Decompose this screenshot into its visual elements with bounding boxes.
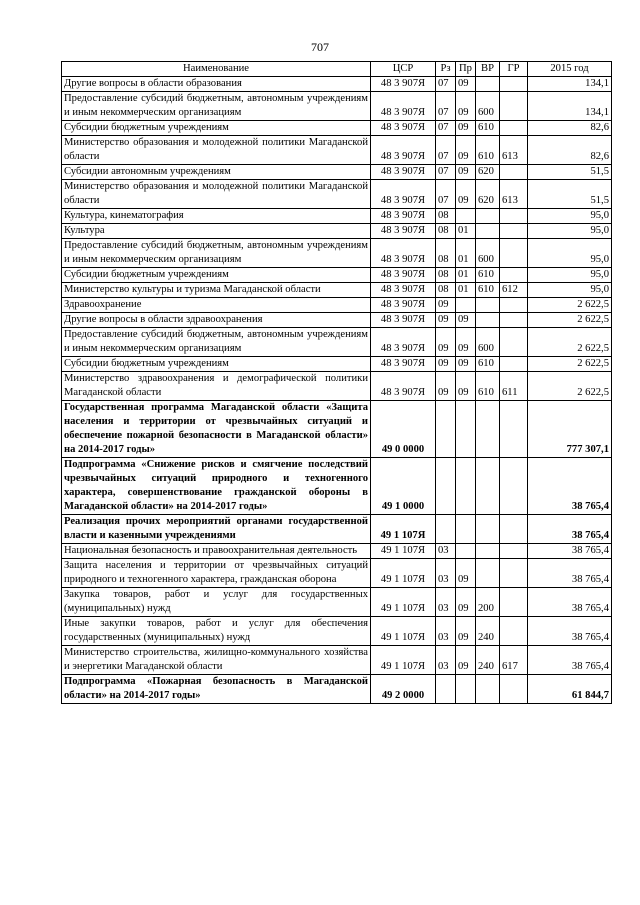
cell-name: Предоставление субсидий бюджетным, автономным учреждениям и иным некоммерческим организациям	[62, 239, 371, 268]
table-row	[62, 544, 612, 559]
cell-rz: 07	[436, 136, 456, 165]
cell-csr: 49 1 107Я	[371, 588, 436, 617]
cell-name: Субсидии бюджетным учреждениям	[62, 268, 371, 283]
cell-name: Закупка товаров, работ и услуг для государственных (муниципальных) нужд	[62, 588, 371, 617]
cell-name: Реализация прочих мероприятий органами государственной власти и казенными учреждениями	[62, 515, 371, 544]
cell-amount: 38 765,4	[528, 588, 612, 617]
cell-rz: 08	[436, 268, 456, 283]
cell-vr: 610	[476, 268, 500, 283]
table-row	[62, 165, 612, 180]
table-row	[62, 646, 612, 675]
cell-vr: 610	[476, 136, 500, 165]
budget-table	[61, 61, 612, 704]
cell-name: Другие вопросы в области здравоохранения	[62, 313, 371, 328]
table-row	[62, 180, 612, 209]
cell-csr: 49 1 107Я	[371, 617, 436, 646]
cell-amount: 95,0	[528, 283, 612, 298]
cell-rz: 03	[436, 646, 456, 675]
cell-rz: 03	[436, 544, 456, 559]
cell-name: Министерство образования и молодежной политики Магаданской области	[62, 180, 371, 209]
cell-rz	[436, 401, 456, 458]
cell-rz: 08	[436, 224, 456, 239]
cell-amount: 95,0	[528, 268, 612, 283]
cell-vr: 620	[476, 180, 500, 209]
table-row	[62, 77, 612, 92]
cell-gr	[500, 617, 528, 646]
cell-csr: 48 3 907Я	[371, 239, 436, 268]
cell-pr	[456, 544, 476, 559]
cell-pr: 09	[456, 121, 476, 136]
cell-name: Культура	[62, 224, 371, 239]
cell-name: Подпрограмма «Пожарная безопасность в Магаданской области» на 2014-2017 годы»	[62, 675, 371, 704]
cell-vr	[476, 401, 500, 458]
cell-amount: 82,6	[528, 121, 612, 136]
cell-rz: 03	[436, 559, 456, 588]
cell-vr: 240	[476, 646, 500, 675]
header-vr: ВР	[476, 62, 500, 77]
cell-pr: 01	[456, 224, 476, 239]
cell-gr	[500, 559, 528, 588]
cell-name: Другие вопросы в области образования	[62, 77, 371, 92]
cell-amount: 2 622,5	[528, 298, 612, 313]
cell-name: Культура, кинематография	[62, 209, 371, 224]
cell-rz: 08	[436, 283, 456, 298]
cell-name: Национальная безопасность и правоохранительная деятельность	[62, 544, 371, 559]
cell-vr	[476, 559, 500, 588]
cell-csr: 48 3 907Я	[371, 372, 436, 401]
cell-gr	[500, 588, 528, 617]
cell-gr	[500, 209, 528, 224]
cell-vr: 610	[476, 357, 500, 372]
cell-csr: 49 1 107Я	[371, 646, 436, 675]
cell-gr	[500, 357, 528, 372]
cell-pr	[456, 401, 476, 458]
header-name: Наименование	[62, 62, 371, 77]
cell-amount: 777 307,1	[528, 401, 612, 458]
table-header-row	[62, 62, 612, 77]
cell-pr: 09	[456, 180, 476, 209]
header-gr: ГР	[500, 62, 528, 77]
cell-amount: 51,5	[528, 180, 612, 209]
cell-csr: 48 3 907Я	[371, 268, 436, 283]
cell-rz: 07	[436, 92, 456, 121]
cell-name: Подпрограмма «Снижение рисков и смягчение последствий чрезвычайных ситуаций природного и техногенного характера, совершенствование гражданской обороны в Магаданской области» на 2014-2017 годы»	[62, 458, 371, 515]
table-row	[62, 372, 612, 401]
cell-gr	[500, 328, 528, 357]
cell-name: Предоставление субсидий бюджетным, автономным учреждениям и иным некоммерческим организациям	[62, 328, 371, 357]
cell-vr	[476, 224, 500, 239]
table-row	[62, 458, 612, 515]
cell-csr: 48 3 907Я	[371, 92, 436, 121]
header-pr: Пр	[456, 62, 476, 77]
cell-name: Субсидии бюджетным учреждениям	[62, 357, 371, 372]
cell-pr: 01	[456, 239, 476, 268]
cell-pr	[456, 515, 476, 544]
cell-vr: 610	[476, 121, 500, 136]
cell-csr: 48 3 907Я	[371, 298, 436, 313]
cell-rz: 08	[436, 209, 456, 224]
cell-amount: 2 622,5	[528, 372, 612, 401]
cell-vr	[476, 298, 500, 313]
cell-pr: 09	[456, 313, 476, 328]
cell-amount: 38 765,4	[528, 544, 612, 559]
cell-vr: 600	[476, 92, 500, 121]
cell-rz: 03	[436, 588, 456, 617]
cell-amount: 2 622,5	[528, 357, 612, 372]
cell-pr: 01	[456, 268, 476, 283]
cell-name: Министерство культуры и туризма Магаданской области	[62, 283, 371, 298]
cell-pr: 09	[456, 92, 476, 121]
table-row	[62, 209, 612, 224]
cell-rz: 07	[436, 180, 456, 209]
cell-vr	[476, 313, 500, 328]
page-number: 707	[311, 40, 329, 54]
table-row	[62, 121, 612, 136]
cell-vr: 620	[476, 165, 500, 180]
cell-amount: 2 622,5	[528, 313, 612, 328]
cell-amount: 134,1	[528, 77, 612, 92]
cell-csr: 49 1 107Я	[371, 515, 436, 544]
table-row	[62, 313, 612, 328]
cell-rz: 07	[436, 165, 456, 180]
table-row	[62, 401, 612, 458]
cell-vr	[476, 675, 500, 704]
cell-gr	[500, 298, 528, 313]
table-row	[62, 559, 612, 588]
cell-name: Министерство здравоохранения и демографической политики Магаданской области	[62, 372, 371, 401]
cell-vr: 600	[476, 328, 500, 357]
cell-pr: 09	[456, 617, 476, 646]
cell-csr: 49 1 107Я	[371, 559, 436, 588]
cell-pr: 09	[456, 357, 476, 372]
cell-pr	[456, 675, 476, 704]
cell-rz: 08	[436, 239, 456, 268]
cell-csr: 48 3 907Я	[371, 165, 436, 180]
cell-csr: 48 3 907Я	[371, 328, 436, 357]
cell-pr: 09	[456, 136, 476, 165]
cell-csr: 49 1 107Я	[371, 544, 436, 559]
table-row	[62, 357, 612, 372]
cell-rz	[436, 675, 456, 704]
cell-vr	[476, 544, 500, 559]
cell-gr	[500, 458, 528, 515]
cell-vr	[476, 209, 500, 224]
cell-rz: 09	[436, 357, 456, 372]
cell-amount: 95,0	[528, 239, 612, 268]
cell-rz: 07	[436, 77, 456, 92]
table-row	[62, 239, 612, 268]
cell-csr: 48 3 907Я	[371, 357, 436, 372]
cell-vr: 600	[476, 239, 500, 268]
header-csr: ЦСР	[371, 62, 436, 77]
cell-gr	[500, 92, 528, 121]
cell-name: Защита населения и территории от чрезвычайных ситуаций природного и техногенного характера, гражданская оборона	[62, 559, 371, 588]
cell-rz: 09	[436, 372, 456, 401]
cell-gr: 617	[500, 646, 528, 675]
cell-csr: 48 3 907Я	[371, 313, 436, 328]
cell-csr: 48 3 907Я	[371, 77, 436, 92]
cell-name: Министерство строительства, жилищно-коммунального хозяйства и энергетики Магаданской области	[62, 646, 371, 675]
cell-name: Здравоохранение	[62, 298, 371, 313]
table-row	[62, 268, 612, 283]
table-row	[62, 617, 612, 646]
cell-csr: 48 3 907Я	[371, 121, 436, 136]
table-row	[62, 328, 612, 357]
cell-gr	[500, 121, 528, 136]
cell-name: Предоставление субсидий бюджетным, автономным учреждениям и иным некоммерческим организациям	[62, 92, 371, 121]
cell-gr	[500, 401, 528, 458]
cell-pr: 09	[456, 165, 476, 180]
table-row	[62, 588, 612, 617]
cell-amount: 51,5	[528, 165, 612, 180]
table-row	[62, 515, 612, 544]
cell-pr: 09	[456, 559, 476, 588]
cell-rz: 03	[436, 617, 456, 646]
cell-amount: 38 765,4	[528, 646, 612, 675]
cell-pr: 09	[456, 77, 476, 92]
cell-vr: 610	[476, 372, 500, 401]
cell-pr: 09	[456, 328, 476, 357]
cell-pr: 09	[456, 588, 476, 617]
table-row	[62, 298, 612, 313]
cell-gr: 613	[500, 136, 528, 165]
cell-gr: 613	[500, 180, 528, 209]
cell-csr: 48 3 907Я	[371, 283, 436, 298]
cell-vr	[476, 77, 500, 92]
cell-rz	[436, 515, 456, 544]
cell-gr	[500, 515, 528, 544]
cell-name: Министерство образования и молодежной политики Магаданской области	[62, 136, 371, 165]
cell-pr	[456, 458, 476, 515]
cell-csr: 48 3 907Я	[371, 180, 436, 209]
cell-rz: 09	[436, 328, 456, 357]
cell-amount: 38 765,4	[528, 559, 612, 588]
cell-rz: 07	[436, 121, 456, 136]
table-row	[62, 283, 612, 298]
cell-name: Иные закупки товаров, работ и услуг для обеспечения государственных (муниципальных) нужд	[62, 617, 371, 646]
cell-vr: 240	[476, 617, 500, 646]
table-body	[62, 77, 612, 704]
cell-pr: 01	[456, 283, 476, 298]
cell-csr: 49 1 0000	[371, 458, 436, 515]
cell-vr	[476, 515, 500, 544]
cell-rz	[436, 458, 456, 515]
cell-gr	[500, 675, 528, 704]
cell-csr: 49 0 0000	[371, 401, 436, 458]
cell-pr	[456, 209, 476, 224]
cell-gr	[500, 224, 528, 239]
cell-vr	[476, 458, 500, 515]
cell-rz: 09	[436, 298, 456, 313]
cell-pr: 09	[456, 646, 476, 675]
cell-gr	[500, 77, 528, 92]
cell-amount: 61 844,7	[528, 675, 612, 704]
cell-name: Субсидии бюджетным учреждениям	[62, 121, 371, 136]
header-year: 2015 год	[528, 62, 612, 77]
cell-pr: 09	[456, 372, 476, 401]
cell-gr: 611	[500, 372, 528, 401]
cell-name: Государственная программа Магаданской области «Защита населения и территории от чрезвычайных ситуаций и обеспечение пожарной безопасности в Магаданской области» на 2014-2017 годы»	[62, 401, 371, 458]
cell-amount: 95,0	[528, 209, 612, 224]
cell-gr	[500, 268, 528, 283]
cell-csr: 48 3 907Я	[371, 224, 436, 239]
cell-gr	[500, 313, 528, 328]
cell-gr: 612	[500, 283, 528, 298]
table-row	[62, 675, 612, 704]
header-rz: Рз	[436, 62, 456, 77]
cell-csr: 48 3 907Я	[371, 209, 436, 224]
cell-gr	[500, 239, 528, 268]
cell-csr: 48 3 907Я	[371, 136, 436, 165]
cell-gr	[500, 165, 528, 180]
cell-amount: 95,0	[528, 224, 612, 239]
table-row	[62, 224, 612, 239]
cell-vr: 200	[476, 588, 500, 617]
table-row	[62, 92, 612, 121]
cell-pr	[456, 298, 476, 313]
cell-amount: 134,1	[528, 92, 612, 121]
cell-amount: 38 765,4	[528, 617, 612, 646]
cell-vr: 610	[476, 283, 500, 298]
cell-gr	[500, 544, 528, 559]
cell-amount: 82,6	[528, 136, 612, 165]
cell-csr: 49 2 0000	[371, 675, 436, 704]
cell-amount: 38 765,4	[528, 458, 612, 515]
cell-amount: 2 622,5	[528, 328, 612, 357]
cell-rz: 09	[436, 313, 456, 328]
table-row	[62, 136, 612, 165]
cell-amount: 38 765,4	[528, 515, 612, 544]
cell-name: Субсидии автономным учреждениям	[62, 165, 371, 180]
